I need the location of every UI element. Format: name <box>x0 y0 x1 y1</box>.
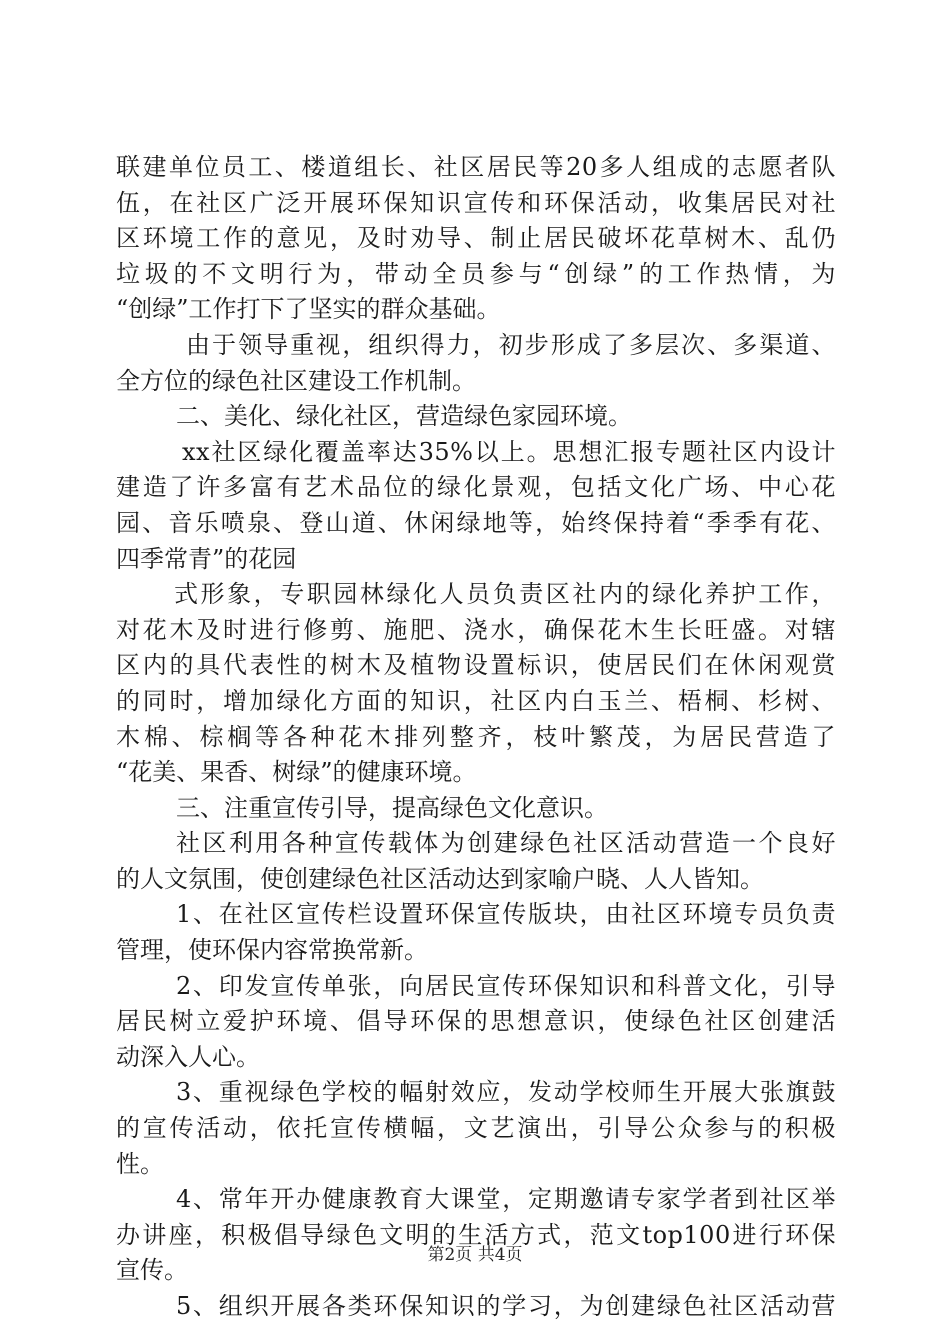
text-line: 木棉、棕榈等各种花木排列整齐，枝叶繁茂，为居民营造了 <box>116 722 836 751</box>
text-line: 区环境工作的意见，及时劝导、制止居民破坏花草树木、乱仍 <box>116 224 836 253</box>
text-line: 四季常青”的花园 <box>116 544 297 573</box>
list-item: 3、重视绿色学校的幅射效应，发动学校师生开展大张旗鼓 <box>176 1078 836 1107</box>
text-line: 居民树立爱护环境、倡导环保的思想意识，使绿色社区创建活 <box>116 1007 836 1036</box>
page-footer: 第2页 共4页 <box>427 1245 523 1265</box>
list-item: 5、组织开展各类环保知识的学习，为创建绿色社区活动营 <box>176 1292 836 1320</box>
text-line: 对花木及时进行修剪、施肥、浇水，确保花木生长旺盛。对辖 <box>116 615 836 644</box>
list-item: 1、在社区宣传栏设置环保宣传版块，由社区环境专员负责 <box>176 900 836 929</box>
text-line: 办讲座，积极倡导绿色文明的生活方式，范文top100进行环保 <box>116 1220 836 1249</box>
document-body <box>116 150 836 1325</box>
text-line: “花美、果香、树绿”的健康环境。 <box>116 758 477 787</box>
text-line: 社区利用各种宣传载体为创建绿色社区活动营造一个良好 <box>176 829 836 858</box>
text-line: 的人文氛围，使创建绿色社区活动达到家喻户晓、人人皆知。 <box>116 864 764 893</box>
text-line: 区内的具代表性的树木及植物设置标识，使居民们在休闲观赏 <box>116 651 836 680</box>
text-line: 由于领导重视，组织得力，初步形成了多层次、多渠道、 <box>186 330 836 359</box>
text-line: “创绿”工作打下了坚实的群众基础。 <box>116 295 501 324</box>
text-line: 垃圾的不文明行为，带动全员参与“创绿”的工作热情，为 <box>116 259 836 288</box>
text-line: 联建单位员工、楼道组长、社区居民等20多人组成的志愿者队 <box>116 153 836 181</box>
text-line: 的同时，增加绿化方面的知识，社区内白玉兰、梧桐、杉树、 <box>116 686 836 715</box>
text-line: 性。 <box>116 1149 164 1178</box>
list-item: 2、印发宣传单张，向居民宣传环保知识和科普文化，引导 <box>176 971 836 1000</box>
text-line: 的宣传活动，依托宣传横幅，文艺演出，引导公众参与的积极 <box>116 1114 836 1143</box>
text-line: 伍，在社区广泛开展环保知识宣传和环保活动，收集居民对社 <box>116 188 836 217</box>
text-line: 管理，使环保内容常换常新。 <box>116 936 428 965</box>
list-item: 4、常年开办健康教育大课堂，定期邀请专家学者到社区举 <box>176 1185 836 1214</box>
text-line: 动深入人心。 <box>116 1042 260 1071</box>
section-heading: 三、注重宣传引导，提高绿色文化意识。 <box>176 793 608 822</box>
text-line: 建造了许多富有艺术品位的绿化景观，包括文化广场、中心花 <box>116 473 836 502</box>
text-line: 全方位的绿色社区建设工作机制。 <box>116 366 476 395</box>
section-heading: 二、美化、绿化社区，营造绿色家园环境。 <box>176 402 632 431</box>
text-line: 式形象，专职园林绿化人员负责区社内的绿化养护工作， <box>174 580 836 609</box>
text-line: 园、音乐喷泉、登山道、休闲绿地等，始终保持着“季季有花、 <box>116 508 836 537</box>
text-line: 宣传。 <box>116 1256 188 1285</box>
text-line: xx社区绿化覆盖率达35%以上。思想汇报专题社区内设计 <box>182 437 836 466</box>
